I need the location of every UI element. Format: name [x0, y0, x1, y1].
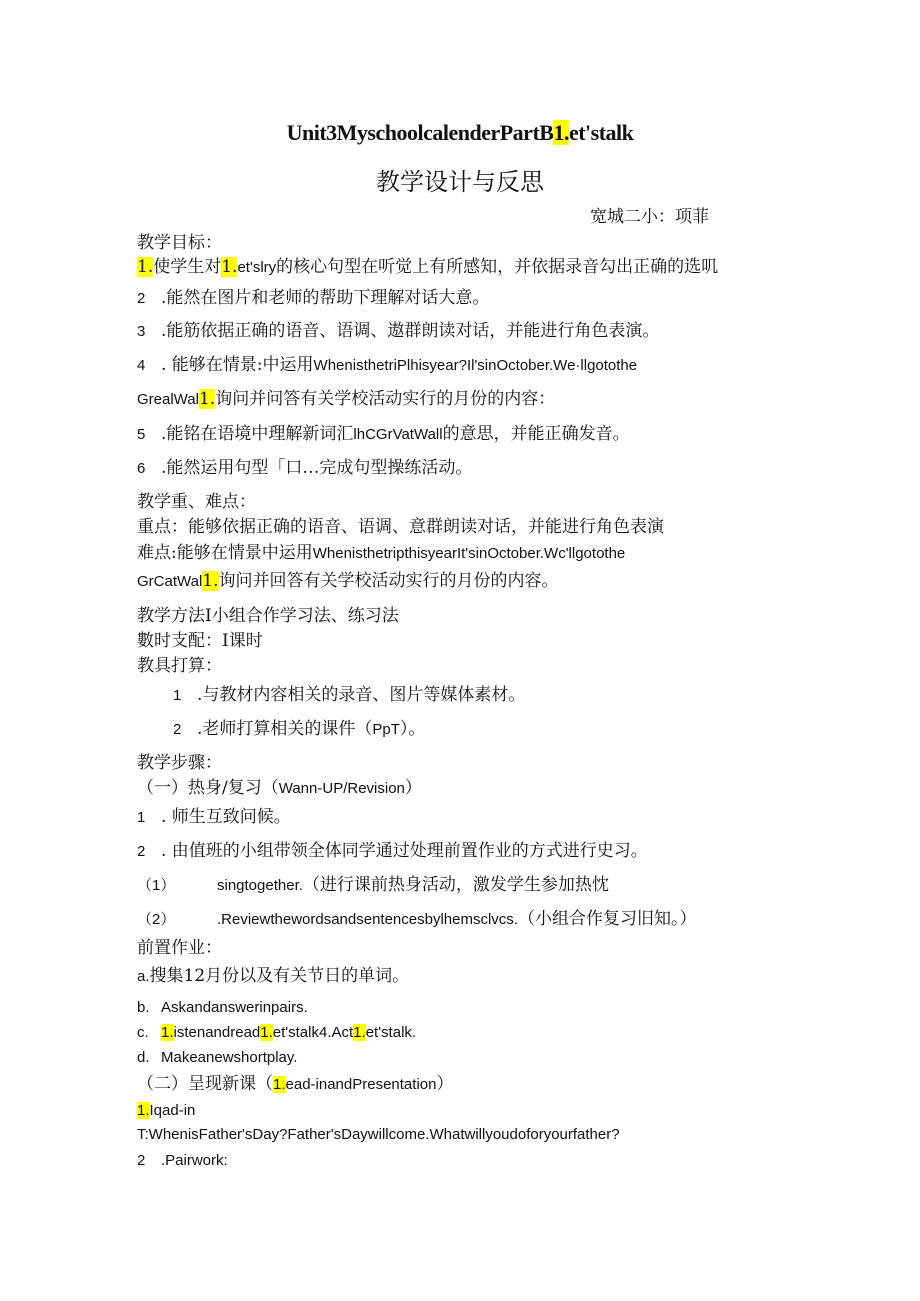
step-1-item-1: 1 . 师生互致问候。: [137, 807, 291, 827]
step-2-item-2: 2 .Pairwork:: [137, 1152, 228, 1169]
difficult-point-cont: GrCatWal1.询问并回答有关学校活动实行的月份的内容。: [137, 571, 559, 591]
keypoints-heading: 教学重、难点：: [137, 492, 256, 512]
objective-5: 5 .能铭在语境中理解新词汇lhCGrVatWall的意思，并能正确发音。: [137, 424, 630, 444]
objectives-heading: 教学目标：: [137, 233, 222, 253]
author-line: 宽城二小：项菲: [590, 207, 709, 227]
document-title: Unit3MyschoolcalenderPartB1.et'stalk: [286, 120, 634, 145]
prework-a: a.搜集12月份以及有关节日的单词。: [137, 966, 410, 986]
objective-4: 4 . 能够在情景:中运用WhenisthetriPlhisyear?Il'sinOctober.We·llgotothe: [137, 355, 638, 375]
steps-heading: 教学步骤：: [137, 753, 222, 773]
step-2-teacher-line: T:WhenisFather'sDay?Father'sDaywillcome.Whatwillyoudoforyourfather?: [137, 1126, 620, 1143]
objective-6: 6 .能然运用句型「口…完成句型操练活动。: [137, 458, 473, 478]
prework-d: d. Makeanewshortplay.: [137, 1049, 298, 1066]
step-2-heading: （二）呈现新课（1.ead-inandPresentation）: [137, 1074, 454, 1094]
step-1-sub-2: （2） .Reviewthewordsandsentencesbylhemsclvcs.（小组合作复习旧知。）: [137, 909, 697, 929]
tools-heading: 教具打算：: [137, 656, 222, 676]
step-1-sub-1: （1） singtogether.（进行课前热身活动，激发学生参加热忱: [137, 875, 609, 895]
tools-item-2: 2 .老师打算相关的课件（PpT）。: [173, 719, 426, 739]
prework-heading: 前置作业：: [137, 938, 222, 958]
difficult-point: 难点:能够在情景中运用WhenisthetripthisyearIt'sinOctober.Wc'llgotothe: [137, 543, 626, 563]
objective-3: 3 .能筋依据正确的语音、语调、遨群朗读对话，并能进行角色表演。: [137, 321, 660, 341]
prework-b: b. Askandanswerinpairs.: [137, 999, 308, 1016]
step-1-heading: （一）热身/复习（Wann-UP/Revision）: [137, 778, 422, 798]
teaching-method: 教学方法I小组合作学习法、练习法: [137, 606, 399, 626]
objective-1: 1.使学生对1.et'slry的核心句型在听觉上有所感知，并依据录音勾出正确的选叽: [137, 257, 719, 277]
tools-item-1: 1 .与教材内容相关的录音、图片等媒体素材。: [173, 685, 526, 705]
document-subtitle: 教学设计与反思: [376, 168, 544, 196]
objective-4-cont: GrealWal1.询问并问答有关学校活动实行的月份的内容：: [137, 389, 556, 409]
objective-2: 2 .能然在图片和老师的帮助下理解对话大意。: [137, 288, 490, 308]
step-1-item-2: 2 . 由值班的小组带领全体同学通过处理前置作业的方式进行史习。: [137, 841, 648, 861]
step-2-item-1: 1.Iqad-in: [137, 1102, 196, 1119]
prework-c: c. 1.istenandread1.et'stalk4.Act1.et'stalk.: [137, 1024, 417, 1041]
time-allocation: 數时支配：I课时: [137, 631, 263, 651]
key-point: 重点：能够依据正确的语音、语调、意群朗读对话，并能进行角色表演: [137, 517, 664, 537]
highlight: 1.: [553, 120, 569, 145]
